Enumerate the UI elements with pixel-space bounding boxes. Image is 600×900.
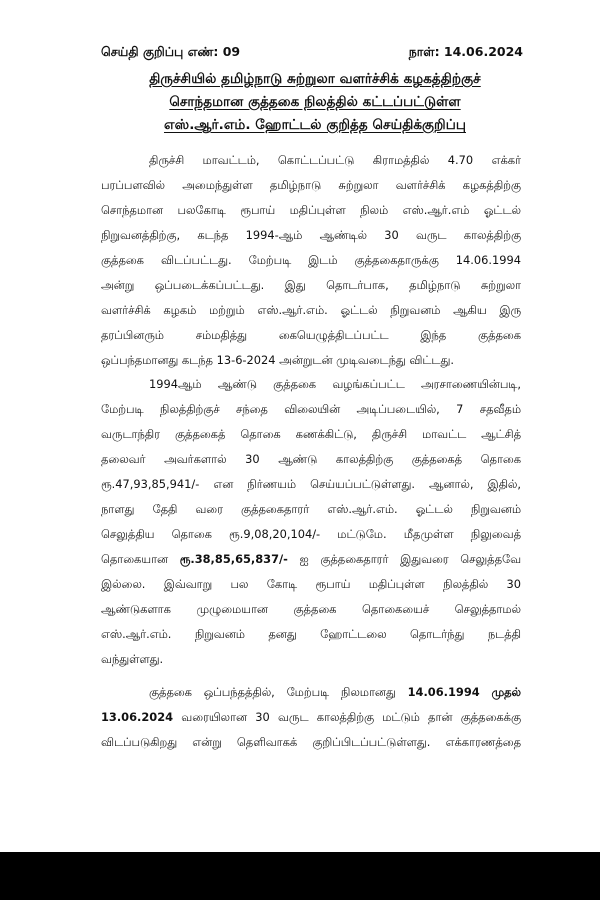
text-line: ஆண்டுகளாக முழுமையான குத்தகை தொகையைச் செலுத்தாமல் xyxy=(101,602,521,616)
text-line: அன்று ஒப்படைக்கப்பட்டது. இது தொடர்பாக, தமிழ்நாடு சுற்றுலா xyxy=(101,278,521,292)
text-line: மேற்படி நிலத்திற்குச் சந்தை விலையின் அடிப்படையில், 7 சதவீதம் xyxy=(101,402,521,416)
text-line: குத்தகை விடப்பட்டது. மேற்படி இடம் குத்தகைதாருக்கு 14.06.1994 xyxy=(101,253,521,267)
text-line: சொந்தமான பலகோடி ரூபாய் மதிப்புள்ள நிலம் எஸ்.ஆர்.எம் ஓட்டல் xyxy=(101,203,521,217)
paragraph-lease-background xyxy=(101,148,521,373)
lease-start-date: 14.06.1994 xyxy=(407,685,480,699)
text-line: பரப்பளவில் அமைந்துள்ள தமிழ்நாடு சுற்றுலா வளர்ச்சிக் கழகத்திற்கு xyxy=(101,178,521,192)
lease-end-date: 13.06.2024 xyxy=(101,710,174,724)
paragraph-lease-terms xyxy=(101,680,521,755)
text-line: குத்தகை ஒப்பந்தத்தில், மேற்படி நிலமானது 14.06.1994 முதல் xyxy=(149,685,521,699)
text-line: 13.06.2024 வரையிலான 30 வருட காலத்திற்கு மட்டும் தான் குத்தகைக்கு xyxy=(101,710,521,724)
text-line: விடப்படுகிறது என்று தெளிவாகக் குறிப்பிடப்பட்டுள்ளது. எக்காரணத்தை xyxy=(101,735,521,749)
text-line: தரப்பினரும் சம்மதித்து கையெழுத்திடப்பட்ட இந்த குத்தகை xyxy=(101,328,521,342)
title-line: திருச்சியில் தமிழ்நாடு சுற்றுலா வளர்ச்சிக் கழகத்திற்குச் xyxy=(149,71,481,87)
text-line: நாளது தேதி வரை குத்தகைதாரர் எஸ்.ஆர்.எம். ஓட்டல் நிறுவனம் xyxy=(101,502,521,516)
document-header xyxy=(101,44,523,61)
text-line: ரூ.47,93,85,941/- என நிர்ணயம் செய்யப்பட்டுள்ளது. ஆனால், இதில், xyxy=(101,477,521,491)
title-line: எஸ்.ஆர்.எம். ஹோட்டல் குறித்த செய்திக்குறிப்பு xyxy=(163,117,466,133)
text-line: 1994ஆம் ஆண்டு குத்தகை வழங்கப்பட்ட அரசாணையின்படி, xyxy=(149,377,521,391)
outstanding-amount: ரூ.38,85,65,837/- xyxy=(179,552,288,566)
paragraph-lease-dues xyxy=(101,372,521,672)
text-line: திருச்சி மாவட்டம், கொட்டப்பட்டு கிராமத்தில் 4.70 எக்கர் xyxy=(149,153,521,167)
text-line: வந்துள்ளது. xyxy=(101,652,164,666)
release-date: நாள்: 14.06.2024 xyxy=(408,44,523,59)
text-line-outstanding-amount: தொகையான ரூ.38,85,65,837/- ஐ குத்தகைதாரர் இதுவரை செலுத்தவே xyxy=(101,552,521,566)
bottom-black-bar xyxy=(0,852,600,900)
document-title xyxy=(100,68,530,137)
text-line: இல்லை. இவ்வாறு பல கோடி ரூபாய் மதிப்புள்ள நிலத்தில் 30 xyxy=(101,577,521,591)
text-line: தலைவர் அவர்களால் 30 ஆண்டு காலத்திற்கு குத்தகைத் தொகை xyxy=(101,452,521,466)
text-line: எஸ்.ஆர்.எம். நிறுவனம் தனது ஹோட்டலை தொடர்ந்து நடத்தி xyxy=(101,627,521,641)
press-release-number: செய்தி குறிப்பு எண்: 09 xyxy=(101,44,241,59)
title-line: சொந்தமான குத்தகை நிலத்தில் கட்டப்பட்டுள்ள xyxy=(169,94,461,110)
text-line: செலுத்திய தொகை ரூ.9,08,20,104/- மட்டுமே. மீதமுள்ள நிலுவைத் xyxy=(101,527,521,541)
text-line: வருடாந்திர குத்தகைத் தொகை கணக்கிட்டு, திருச்சி மாவட்ட ஆட்சித் xyxy=(101,427,521,441)
text-line: ஒப்பந்தமானது கடந்த 13-6-2024 அன்றுடன் முடிவடைந்து விட்டது. xyxy=(101,353,454,367)
text-line: நிறுவனத்திற்கு, கடந்த 1994-ஆம் ஆண்டில் 30 வருட காலத்திற்கு xyxy=(101,228,521,242)
text-line: வளர்ச்சிக் கழகம் மற்றும் எஸ்.ஆர்.எம். ஓட்டல் நிறுவனம் ஆகிய இரு xyxy=(101,303,521,317)
